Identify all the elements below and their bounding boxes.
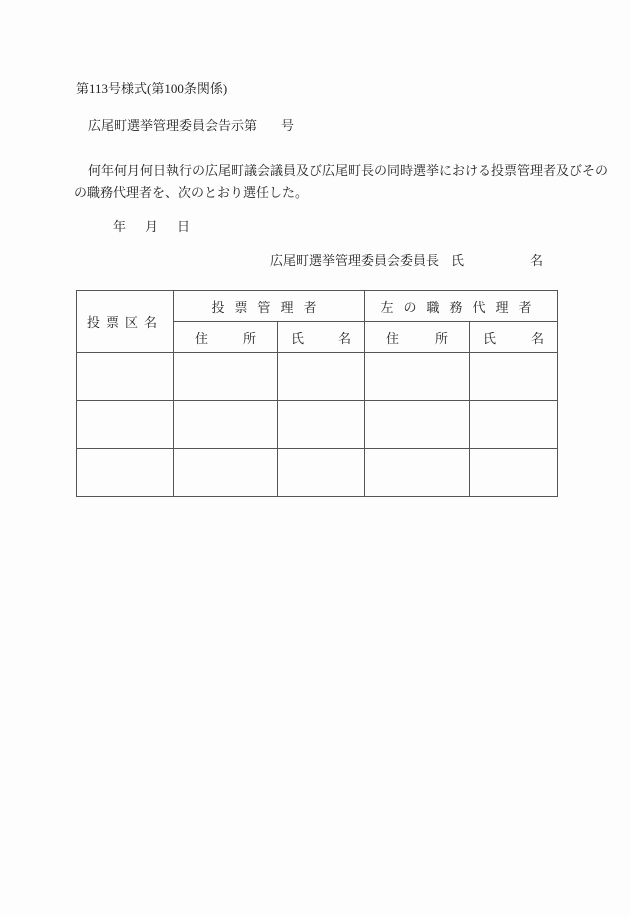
table-cell: [365, 353, 470, 401]
appointment-table: [76, 290, 558, 497]
header-manager-address-first: 住: [195, 330, 209, 346]
body-paragraph: [74, 160, 608, 204]
header-manager-name-last: 名: [338, 330, 352, 346]
notice-number-line: [88, 117, 294, 135]
header-manager-address: [174, 322, 278, 353]
table-cell: [174, 449, 278, 497]
table-cell: [174, 401, 278, 449]
table-cell: [365, 401, 470, 449]
table-cell: [174, 353, 278, 401]
signature-name-last: 名: [530, 253, 544, 268]
form-number: 第113号様式(第100条関係): [76, 81, 228, 96]
header-deputy-name-first: 氏: [483, 330, 497, 346]
table-cell: [77, 353, 174, 401]
header-group-manager: 投票管理者: [174, 291, 365, 322]
body-paragraph-line-1: 何年何月何日執行の広尾町議会議員及び広尾町長の同時選挙における投票管理者及びその: [88, 163, 609, 178]
header-manager-name-first: 氏: [291, 330, 305, 346]
notice-number-suffix: 号: [281, 118, 295, 133]
header-deputy-address: [365, 322, 470, 353]
table-cell: [365, 449, 470, 497]
header-manager-name: [278, 322, 365, 353]
table-cell: [470, 401, 558, 449]
table-cell: [278, 401, 365, 449]
table-cell: [470, 449, 558, 497]
table-cell: [278, 449, 365, 497]
header-deputy-name-last: 名: [531, 330, 545, 346]
signature-name-first: 氏: [451, 253, 465, 268]
header-deputy-name: [470, 322, 558, 353]
header-deputy-address-last: 所: [435, 330, 449, 346]
signature-line: [270, 252, 543, 270]
date-month-label: 月: [145, 219, 159, 234]
notice-number-prefix: 広尾町選挙管理委員会告示第: [88, 118, 258, 133]
table-cell: [77, 401, 174, 449]
signature-title: 広尾町選挙管理委員会委員長: [270, 253, 440, 268]
table-row: [77, 449, 558, 497]
header-manager-address-last: 所: [242, 330, 256, 346]
table-row: [77, 353, 558, 401]
body-paragraph-line-2: の職務代理者を、次のとおり選任した。: [74, 185, 309, 200]
table-cell: [77, 449, 174, 497]
table-row: [77, 401, 558, 449]
header-deputy-address-first: 住: [386, 330, 400, 346]
header-group-deputy: 左の職務代理者: [365, 291, 558, 322]
header-district: 投票区名: [77, 291, 174, 353]
table-cell: [278, 353, 365, 401]
date-line: [113, 218, 190, 236]
date-day-label: 日: [177, 219, 191, 234]
table-cell: [470, 353, 558, 401]
date-year-label: 年: [113, 219, 127, 234]
